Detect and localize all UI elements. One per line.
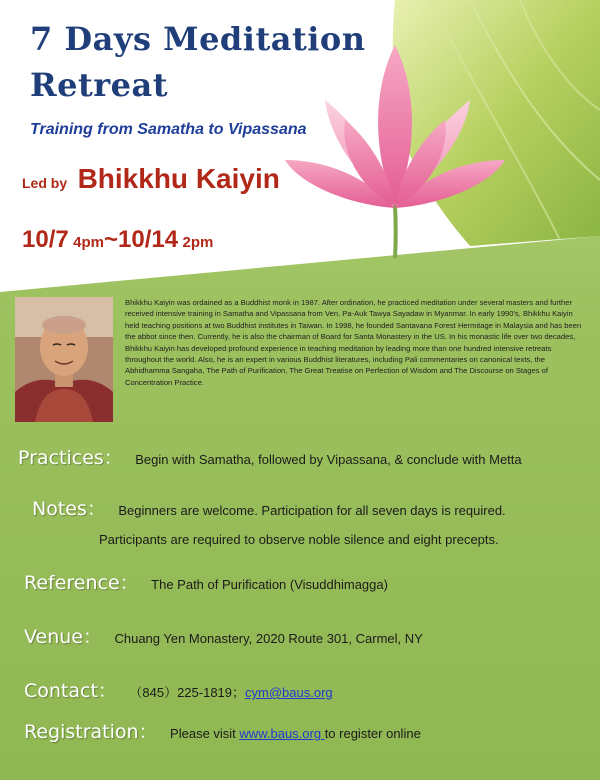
retreat-dates bbox=[22, 226, 213, 254]
teacher-name: Bhikkhu Kaiyin bbox=[77, 163, 280, 194]
notes-label: Notes bbox=[32, 498, 87, 520]
teacher-portrait bbox=[15, 297, 113, 422]
registration-row bbox=[24, 717, 421, 744]
registration-pre: Please visit bbox=[170, 726, 240, 741]
subtitle: Training from Samatha to Vipassana bbox=[30, 121, 307, 138]
start-time: 4pm bbox=[73, 234, 105, 251]
colon: ： bbox=[97, 681, 117, 702]
colon: ： bbox=[138, 722, 158, 743]
date-separator: ~ bbox=[104, 226, 119, 253]
colon: ： bbox=[119, 573, 139, 594]
reference-value: The Path of Purification (Visuddhimagga) bbox=[151, 577, 388, 592]
notes-line-2: Participants are required to observe noble silence and eight precepts. bbox=[99, 532, 499, 547]
colon: ： bbox=[103, 448, 123, 469]
teacher-bio: Bhikkhu Kaiyin was ordained as a Buddhist monk in 1987. After ordination, he practiced meditation under several masters and further received intensive training in Samatha and Vipassana from Ven. Pa-Auk Tawya Sayadaw in Myanmar. In early 1990's, Bhikkhu Kaiyin held teaching positions at two Buddhist institutes in Taiwan. In 1998, he founded Santavana Forest Hermitage in Malaysia and has been the abbot since then. Currently, he is also the chairman of Board for Santa Monastery in the US. In his monastic life over two decades, Bhikkhu Kaiyin has developed profound experience in teaching meditation by leading more than one hundred intensive retreats throughout the world. Also, he is an expert in various Buddhist literatures, including Pali commentaries on canonical texts, the Abhidhamma Sangaha, The Path of Purification, The Great Treatise on Perfection of Wisdom and The Discourse on Stages of Concentration Practice. bbox=[125, 298, 582, 387]
colon: ： bbox=[86, 499, 106, 520]
practices-value: Begin with Samatha, followed by Vipassana, & conclude with Metta bbox=[135, 452, 522, 467]
venue-value: Chuang Yen Monastery, 2020 Route 301, Carmel, NY bbox=[114, 631, 423, 646]
start-date: 10/7 bbox=[22, 226, 69, 253]
reference-row bbox=[24, 568, 388, 595]
notes-line-1: Beginners are welcome. Participation for all seven days is required. bbox=[118, 503, 506, 518]
notes-row bbox=[32, 494, 506, 521]
colon: ： bbox=[83, 627, 103, 648]
led-by-prefix: Led by bbox=[22, 175, 68, 191]
venue-row bbox=[24, 622, 423, 649]
contact-email-link[interactable]: cym@baus.org bbox=[245, 685, 333, 700]
contact-label: Contact bbox=[24, 680, 98, 702]
notes-row-2 bbox=[99, 531, 499, 549]
practices-label: Practices bbox=[18, 447, 104, 469]
reference-label: Reference bbox=[24, 572, 120, 594]
venue-label: Venue bbox=[24, 626, 83, 648]
registration-post: to register online bbox=[324, 726, 421, 741]
practices-row bbox=[18, 443, 522, 470]
page-title: 7 Days Meditation Retreat bbox=[30, 20, 366, 104]
contact-row bbox=[24, 676, 333, 703]
led-by bbox=[22, 163, 280, 195]
end-time: 2pm bbox=[182, 234, 214, 251]
registration-link[interactable]: www.baus.org bbox=[239, 726, 325, 741]
registration-label: Registration bbox=[24, 721, 139, 743]
contact-phone: （845）225-1819； bbox=[129, 685, 246, 700]
end-date: 10/14 bbox=[118, 226, 179, 253]
